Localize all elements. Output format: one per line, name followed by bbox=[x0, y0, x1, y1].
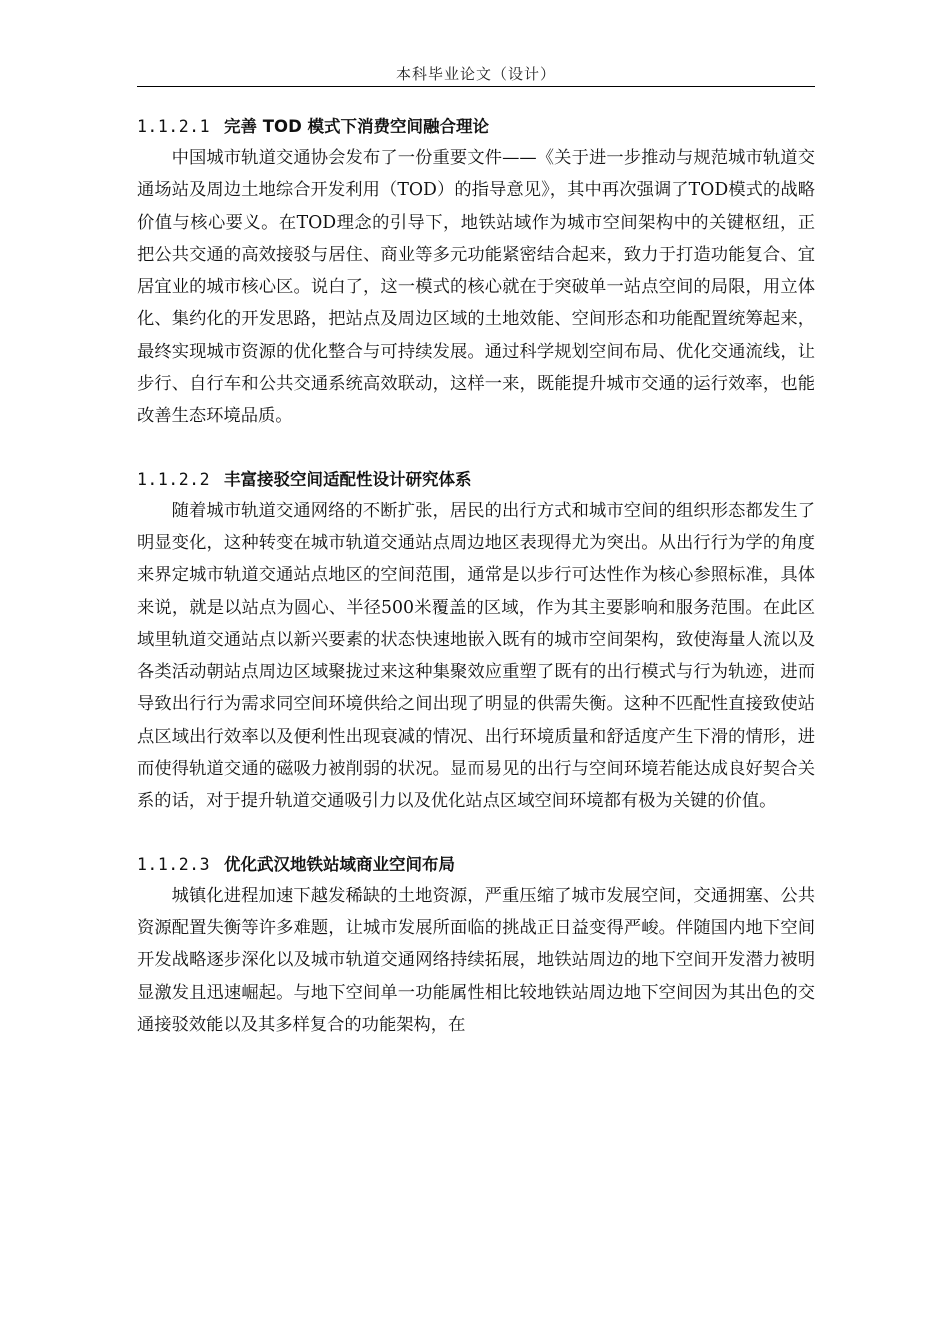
header-rule bbox=[137, 86, 815, 87]
section-spacer bbox=[137, 433, 815, 466]
section-number: 1.1.2.1 bbox=[137, 117, 211, 136]
section-1-1-2-1 bbox=[137, 113, 815, 433]
running-header: 本科毕业论文（设计） bbox=[395, 65, 556, 83]
body-paragraph: 中国城市轨道交通协会发布了一份重要文件——《关于进一步推动与规范城市轨道交通场站及周边土地综合开发利用（TOD）的指导意见》，其中再次强调了TOD模式的战略价值与核心要义。在TOD理念的引导下，地铁站域作为城市空间架构中的关键枢纽，正把公共交通的高效接驳与居住、商业等多元功能紧密结合起来，致力于打造功能复合、宜居宜业的城市核心区。说白了，这一模式的核心就在于突破单一站点空间的局限，用立体化、集约化的开发思路，把站点及周边区域的土地效能、空间形态和功能配置统筹起来，最终实现城市资源的优化整合与可持续发展。通过科学规划空间布局、优化交通流线，让步行、自行车和公共交通系统高效联动，这样一来，既能提升城市交通的运行效率，也能改善生态环境品质。 bbox=[137, 148, 815, 427]
section-number: 1.1.2.3 bbox=[137, 854, 211, 874]
section-spacer bbox=[137, 818, 815, 851]
body-paragraph: 随着城市轨道交通网络的不断扩张，居民的出行方式和城市空间的组织形态都发生了明显变化，这种转变在城市轨道交通站点周边地区表现得尤为突出。从出行行为学的角度来界定城市轨道交通站点地区的空间范围，通常是以步行可达性作为核心参照标准，具体来说，就是以站点为圆心、半径500米覆盖的区域，作为其主要影响和服务范围。在此区域里轨道交通站点以新兴要素的状态快速地嵌入既有的城市空间架构，致使海量人流以及各类活动朝站点周边区域聚拢过来这种集聚效应重塑了既有的出行模式与行为轨迹，进而导致出行行为需求同空间环境供给之间出现了明显的供需失衡。这种不匹配性直接致使站点区域出行效率以及便利性出现衰减的情况、出行环境质量和舒适度产生下滑的情形，进而使得轨道交通的磁吸力被削弱的状况。显而易见的出行与空间环境若能达成良好契合关系的话，对于提升轨道交通吸引力以及优化站点区域空间环境都有极为关键的价值。 bbox=[137, 500, 815, 812]
section-1-1-2-3 bbox=[137, 851, 815, 1041]
section-heading bbox=[137, 851, 815, 879]
section-title: 丰富接驳空间适配性设计研究体系 bbox=[224, 469, 472, 489]
section-heading bbox=[137, 466, 815, 494]
page-body bbox=[137, 113, 815, 1041]
section-1-1-2-2 bbox=[137, 466, 815, 818]
section-heading bbox=[137, 113, 815, 141]
body-paragraph: 城镇化进程加速下越发稀缺的土地资源，严重压缩了城市发展空间，交通拥塞、公共资源配置失衡等许多难题，让城市发展所面临的挑战正日益变得严峻。伴随国内地下空间开发战略逐步深化以及城市轨道交通网络持续拓展，地铁站周边的地下空间开发潜力被明显激发且迅速崛起。与地下空间单一功能属性相比较地铁站周边地下空间因为其出色的交通接驳效能以及其多样复合的功能架构，在 bbox=[137, 885, 815, 1035]
section-number: 1.1.2.2 bbox=[137, 469, 211, 489]
section-title: 优化武汉地铁站域商业空间布局 bbox=[224, 854, 456, 874]
section-title: 完善 TOD 模式下消费空间融合理论 bbox=[224, 117, 490, 136]
